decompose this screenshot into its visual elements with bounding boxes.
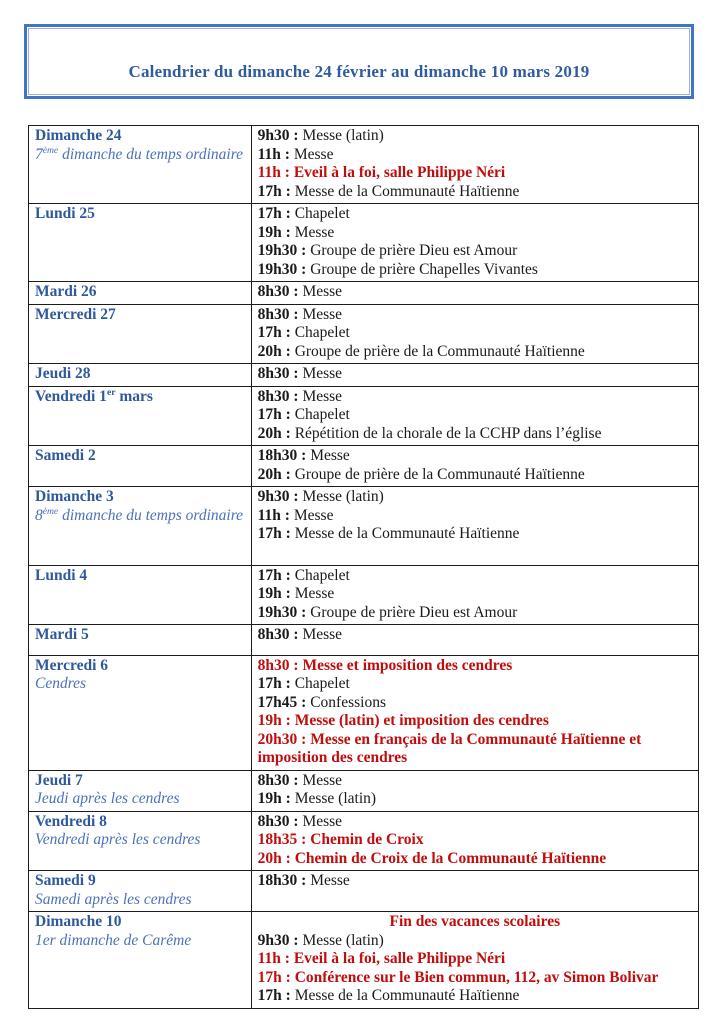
event-banner — [258, 913, 692, 932]
event-time: 19h : — [257, 790, 291, 807]
event-time: 8h30 : — [257, 283, 299, 300]
event-time: 20h : — [257, 424, 291, 442]
event-line — [258, 813, 692, 832]
events-cell — [251, 446, 698, 487]
event-time: 19h30 : — [257, 260, 307, 278]
day-cell — [29, 655, 252, 770]
event-time: 20h : — [257, 342, 291, 360]
event-line — [258, 831, 692, 850]
event-time: 8h30 : — [257, 365, 299, 382]
event-line — [258, 283, 692, 302]
event-line — [258, 406, 692, 425]
table-row — [29, 625, 699, 656]
event-text: Messe — [310, 872, 350, 889]
day-subtitle — [35, 790, 245, 809]
event-text: Messe — [302, 812, 343, 830]
event-line — [258, 127, 692, 146]
day-subtitle — [35, 146, 245, 165]
day-subtitle — [35, 831, 245, 850]
event-time: 11h : — [257, 164, 290, 181]
event-time: 17h : — [257, 987, 291, 1004]
day-cell — [29, 487, 252, 566]
events-cell — [251, 126, 698, 204]
table-row — [29, 871, 699, 912]
day-cell — [29, 770, 252, 811]
event-text: Messe de la Communauté Haïtienne — [294, 182, 520, 200]
events-cell — [251, 282, 698, 305]
text-run: dimanche du temps ordinaire — [58, 145, 244, 163]
event-time: 18h30 : — [257, 872, 307, 889]
event-time: 8h30 : — [257, 812, 299, 830]
event-time: 9h30 : — [257, 488, 299, 505]
event-line — [258, 507, 692, 526]
text-run: Vendredi 1 — [35, 387, 107, 405]
event-time: 9h30 : — [257, 931, 299, 949]
event-line — [258, 675, 692, 694]
event-text: Messe — [302, 305, 343, 323]
table-row — [29, 912, 699, 1009]
event-line — [258, 626, 692, 645]
events-cell — [251, 204, 698, 282]
event-line — [258, 488, 692, 507]
day-subtitle — [35, 932, 245, 951]
event-line — [258, 567, 692, 586]
day-label — [35, 127, 245, 146]
event-text: Messe — [310, 447, 350, 464]
event-text: Messe — [302, 387, 343, 405]
event-text: Messe de la Communauté Haïtienne — [294, 987, 520, 1004]
event-text: Groupe de prière Chapelles Vivantes — [310, 260, 538, 278]
event-text: Messe (latin) — [302, 931, 384, 949]
event-time: 8h30 : — [257, 387, 299, 405]
event-time: 20h : — [257, 465, 291, 483]
event-time: 8h30 : — [257, 656, 299, 674]
event-line — [258, 731, 692, 768]
event-line — [258, 447, 692, 466]
event-line — [258, 324, 692, 343]
events-cell — [251, 625, 698, 656]
day-label — [35, 447, 245, 466]
table-row — [29, 655, 699, 770]
table-row — [29, 126, 699, 204]
event-text: Eveil à la foi, salle Philippe Néri — [293, 164, 506, 181]
event-line — [258, 969, 692, 988]
day-subtitle — [35, 891, 245, 910]
events-cell — [251, 871, 698, 912]
day-cell — [29, 364, 252, 387]
event-text: Chapelet — [294, 566, 350, 584]
event-line — [258, 772, 692, 791]
text-run: Lundi 25 — [35, 205, 95, 222]
event-time: 11h : — [257, 506, 290, 524]
event-time: 17h : — [257, 205, 291, 222]
day-cell — [29, 811, 252, 871]
event-line — [258, 164, 692, 183]
event-text: Messe (latin) — [302, 127, 384, 144]
event-time: 17h : — [257, 566, 291, 584]
text-run: Samedi 2 — [35, 447, 96, 464]
event-time: 17h45 : — [257, 693, 307, 711]
event-line — [258, 365, 692, 384]
day-cell — [29, 446, 252, 487]
event-text: Groupe de prière Dieu est Amour — [310, 242, 518, 259]
table-row — [29, 770, 699, 811]
event-time: 19h : — [257, 712, 291, 729]
event-time: 17h : — [257, 406, 291, 423]
event-time: 8h30 : — [257, 771, 299, 789]
events-cell — [251, 386, 698, 446]
event-time: 11h : — [257, 145, 290, 163]
day-label — [35, 872, 245, 891]
day-cell — [29, 871, 252, 912]
event-text: Répétition de la chorale de la CCHP dans l’église — [294, 424, 602, 442]
event-text: Groupe de prière de la Communauté Haïtienne — [294, 465, 585, 483]
event-text: Chemin de Croix — [310, 831, 424, 848]
event-line — [258, 872, 692, 891]
text-run: dimanche du temps ordinaire — [58, 506, 244, 524]
text-run: Mardi 5 — [35, 626, 89, 643]
event-time: 18h35 : — [257, 831, 307, 848]
event-time: 18h30 : — [257, 447, 307, 464]
event-line — [258, 306, 692, 325]
event-line — [258, 790, 692, 809]
text-run: Dimanche 24 — [35, 127, 122, 144]
event-line — [258, 585, 692, 604]
events-cell — [251, 364, 698, 387]
event-text: Messe de la Communauté Haïtienne — [294, 525, 520, 542]
day-label — [35, 813, 245, 832]
event-text: Messe — [302, 626, 343, 643]
text-run: Vendredi 8 — [35, 812, 107, 830]
event-text: Messe — [294, 585, 335, 602]
event-line — [258, 261, 692, 280]
table-row — [29, 446, 699, 487]
event-text: Chapelet — [294, 205, 350, 222]
day-label — [35, 913, 245, 932]
event-text: Eveil à la foi, salle Philippe Néri — [293, 950, 506, 967]
day-cell — [29, 625, 252, 656]
event-text: Confessions — [310, 693, 386, 711]
event-line — [258, 224, 692, 243]
calendar-table — [28, 125, 699, 1009]
day-cell — [29, 282, 252, 305]
events-cell — [251, 304, 698, 364]
day-cell — [29, 126, 252, 204]
table-row — [29, 487, 699, 566]
text-run: Lundi 4 — [35, 566, 88, 584]
ordinal-suffix: ème — [42, 144, 59, 156]
event-text: Messe — [293, 506, 334, 524]
event-text: Messe et imposition des cendres — [302, 656, 513, 674]
event-line — [258, 525, 692, 544]
table-row — [29, 282, 699, 305]
table-row — [29, 565, 699, 625]
table-row — [29, 304, 699, 364]
event-time: 8h30 : — [257, 305, 299, 323]
day-label — [35, 205, 245, 224]
events-cell — [251, 487, 698, 566]
event-line — [258, 932, 692, 951]
event-time: 19h : — [257, 223, 291, 241]
events-cell — [251, 770, 698, 811]
text-run: Vendredi après les cendres — [35, 831, 201, 848]
day-cell — [29, 912, 252, 1009]
text-run: Dimanche 10 — [35, 913, 122, 930]
event-time: 17h : — [257, 182, 291, 200]
event-line — [258, 712, 692, 731]
day-subtitle — [35, 507, 245, 526]
ordinal-suffix: ème — [42, 505, 59, 517]
table-row — [29, 364, 699, 387]
day-label — [35, 388, 245, 407]
event-line — [258, 987, 692, 1006]
day-label — [35, 657, 245, 676]
event-time: 11h : — [257, 950, 290, 967]
event-text: Messe (latin) — [294, 790, 377, 807]
event-time: 17h : — [257, 324, 291, 341]
event-time: 19h30 : — [257, 242, 307, 259]
event-line — [258, 850, 692, 869]
text-run: Mercredi 6 — [35, 656, 109, 674]
event-line — [258, 604, 692, 623]
event-text: Messe — [302, 283, 343, 300]
event-text: Chapelet — [294, 324, 350, 341]
text-run: Mardi 26 — [35, 283, 97, 300]
events-cell — [251, 912, 698, 1009]
day-label — [35, 772, 245, 791]
event-time: 19h : — [257, 585, 291, 602]
event-time: 19h30 : — [257, 603, 307, 621]
text-run: 8 — [35, 506, 43, 524]
day-subtitle — [35, 675, 245, 694]
text-run: Dimanche 3 — [35, 488, 114, 505]
text-run: 1er dimanche de Carême — [35, 931, 192, 949]
event-text: Messe (latin) — [302, 488, 384, 505]
text-run: Cendres — [35, 675, 87, 692]
event-text: Conférence sur le Bien commun, 112, av Simon Bolivar — [294, 968, 659, 986]
event-line — [258, 425, 692, 444]
event-time: 17h : — [257, 525, 291, 542]
event-line — [258, 183, 692, 202]
events-cell — [251, 811, 698, 871]
day-label — [35, 488, 245, 507]
day-cell — [29, 304, 252, 364]
event-text: Groupe de prière Dieu est Amour — [310, 603, 518, 621]
table-row — [29, 204, 699, 282]
text-run: Jeudi 28 — [35, 365, 91, 382]
event-line — [258, 657, 692, 676]
text-run: Jeudi après les cendres — [35, 790, 180, 807]
event-line — [258, 146, 692, 165]
day-cell — [29, 565, 252, 625]
event-text: Chemin de Croix de la Communauté Haïtienne — [294, 849, 607, 867]
day-label — [35, 306, 245, 325]
event-text: Messe — [302, 365, 343, 382]
event-text: Groupe de prière de la Communauté Haïtienne — [294, 342, 585, 360]
calendar-rows — [29, 126, 699, 1009]
ordinal-suffix: er — [106, 386, 116, 398]
event-time: 17h : — [257, 675, 291, 692]
day-label — [35, 283, 245, 302]
event-text: Messe (latin) et imposition des cendres — [294, 712, 549, 729]
event-text: Chapelet — [294, 675, 350, 692]
event-line — [258, 950, 692, 969]
event-line — [258, 242, 692, 261]
day-label — [35, 365, 245, 384]
table-row — [29, 811, 699, 871]
event-time: 8h30 : — [257, 626, 299, 643]
events-cell — [251, 655, 698, 770]
event-time: 20h : — [257, 849, 291, 867]
event-line — [258, 343, 692, 362]
day-label — [35, 567, 245, 586]
event-line — [258, 466, 692, 485]
table-row — [29, 386, 699, 446]
event-text: Messe — [302, 771, 343, 789]
event-line — [258, 388, 692, 407]
day-label — [35, 626, 245, 645]
event-line — [258, 694, 692, 713]
event-text: Messe — [294, 223, 335, 241]
text-run: Mercredi 27 — [35, 305, 116, 323]
day-cell — [29, 386, 252, 446]
event-time: 9h30 : — [257, 127, 299, 144]
day-cell — [29, 204, 252, 282]
text-run: 7 — [35, 145, 43, 163]
event-text: Messe — [293, 145, 334, 163]
event-text: Fin des vacances scolaires — [389, 913, 561, 930]
event-time: 20h30 : — [257, 730, 307, 748]
text-run: Samedi après les cendres — [35, 890, 192, 908]
event-time: 17h : — [257, 968, 291, 986]
text-run: Jeudi 7 — [35, 771, 83, 789]
title-box — [24, 24, 694, 99]
events-cell — [251, 565, 698, 625]
text-run: Samedi 9 — [35, 872, 96, 889]
event-text: Messe en français de la Communauté Haïtienne et imposition des cendres — [257, 730, 642, 766]
page-title: Calendrier du dimanche 24 février au dimanche 10 mars 2019 — [128, 62, 590, 81]
event-line — [258, 205, 692, 224]
event-text: Chapelet — [294, 406, 350, 423]
text-run: mars — [115, 387, 153, 405]
